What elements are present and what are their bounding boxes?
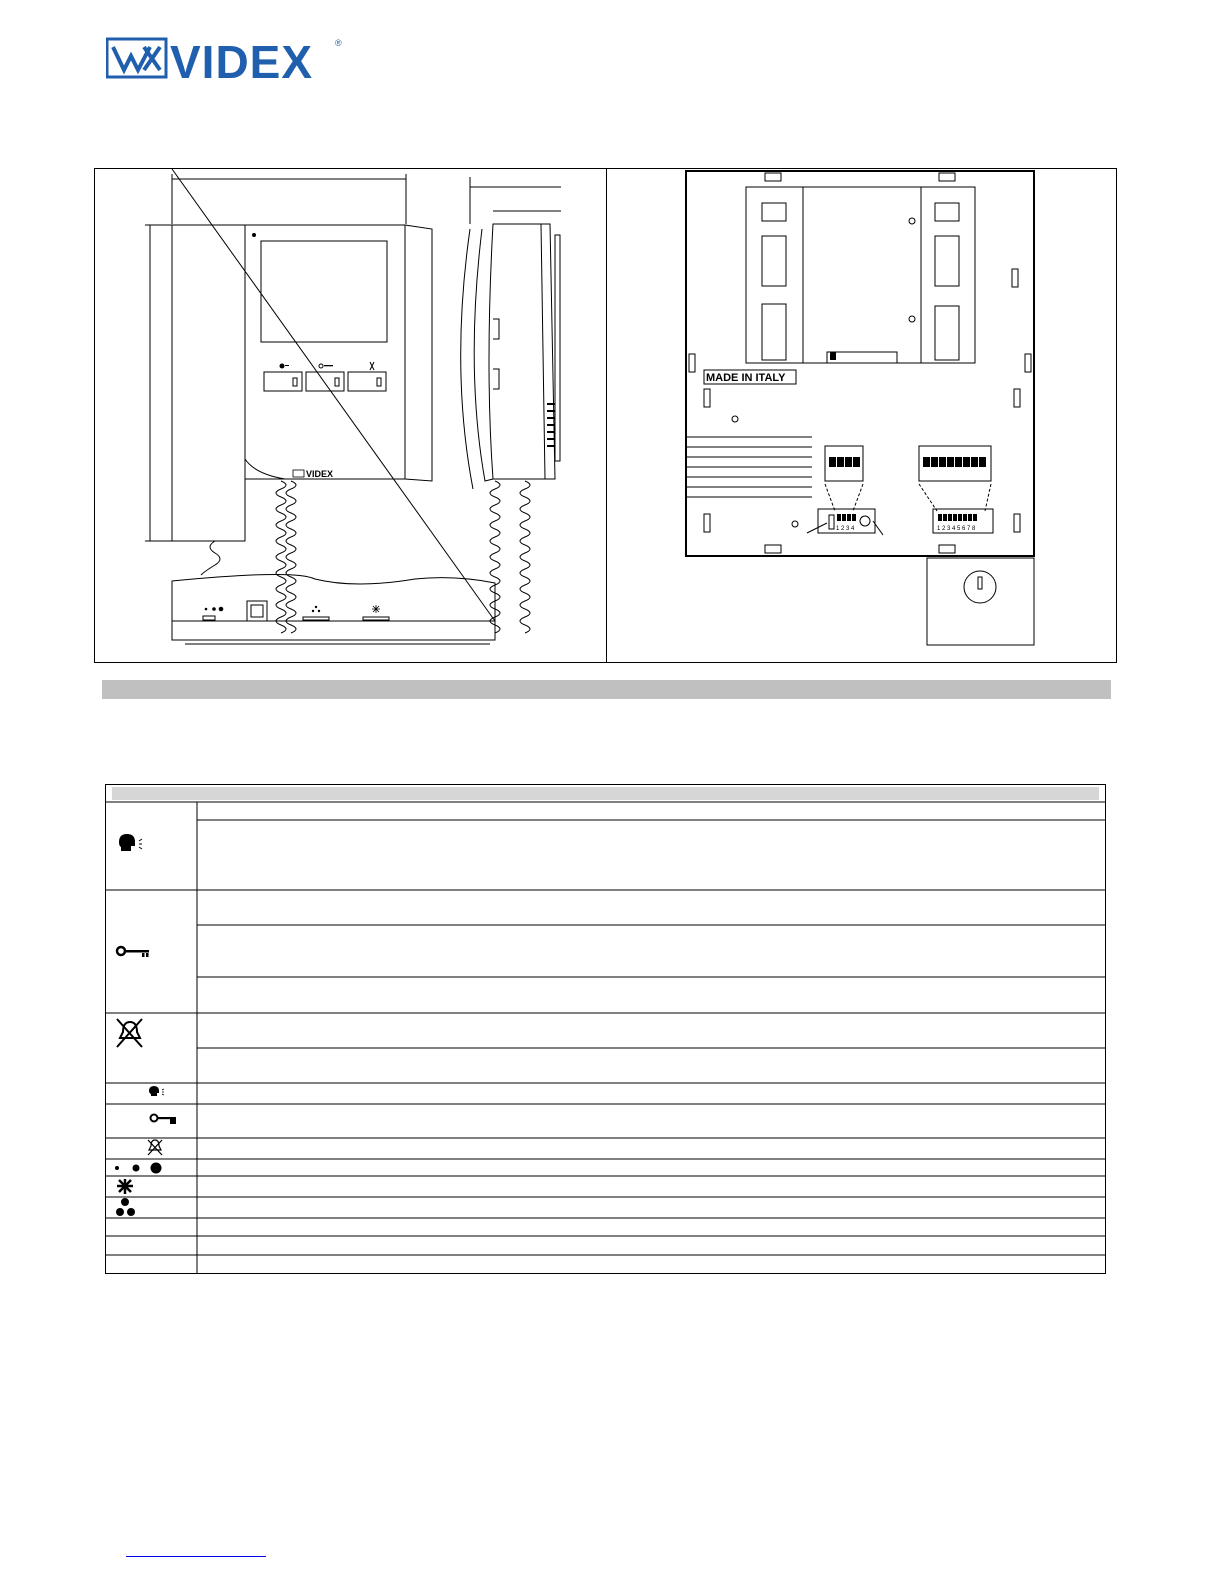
footer-link-underline[interactable] — [126, 1556, 266, 1557]
monitor-brand-label: VIDEX — [306, 469, 334, 479]
dip-large-number: 5 — [957, 526, 961, 532]
dip-small-number: 4 — [851, 526, 855, 532]
dip-small-number: 2 — [841, 526, 845, 532]
key-led-icon — [151, 1115, 177, 1125]
dip-large-number: 4 — [952, 526, 956, 532]
videx-logo — [106, 34, 346, 84]
function-table — [105, 784, 1106, 1274]
bell-mute-led-icon — [148, 1140, 162, 1155]
dip-large-number: 1 — [937, 526, 941, 532]
dip-large-number: 8 — [972, 526, 976, 532]
volume-dots-icon — [115, 1163, 162, 1174]
made-in-italy-label: MADE IN ITALY — [706, 372, 786, 384]
monitor-drawing — [95, 169, 605, 662]
registered-mark: ® — [335, 38, 342, 48]
key-icon — [117, 947, 149, 957]
dip-small-number: 3 — [846, 526, 850, 532]
brightness-icon — [117, 1179, 133, 1194]
dip-small-number: 1 — [836, 526, 840, 532]
brand-name: VIDEX — [170, 36, 314, 84]
section-heading-bar — [102, 680, 1111, 699]
table-header-bar — [112, 787, 1099, 800]
speech-icon — [119, 834, 142, 851]
bell-mute-icon — [117, 1019, 142, 1047]
dip-large-number: 6 — [962, 526, 966, 532]
contrast-icon — [116, 1198, 135, 1216]
dip-large-number: 7 — [967, 526, 971, 532]
rear-view-drawing — [607, 169, 1116, 662]
speech-led-icon — [149, 1086, 164, 1096]
dip-large-number: 3 — [947, 526, 951, 532]
dip-large-number: 2 — [942, 526, 946, 532]
